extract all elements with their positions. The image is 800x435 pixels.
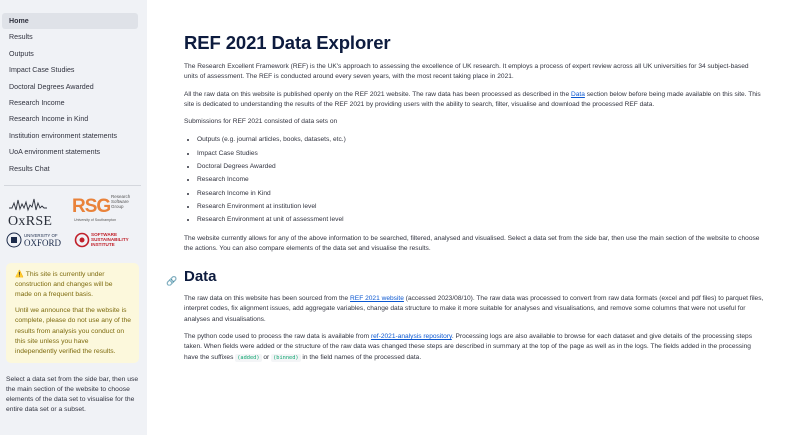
ssi-logo-line-2: SUSTAINABILITY [91, 237, 129, 243]
sidebar-item-impact-case-studies[interactable]: Impact Case Studies [9, 66, 75, 75]
added-suffix-code: (added) [237, 354, 260, 361]
rsg-logo-line-3: Group [111, 204, 124, 210]
sidebar-item-research-income[interactable]: Research Income [9, 99, 65, 108]
dataset-list [184, 133, 764, 226]
data-heading [166, 267, 764, 287]
rsg-logo [72, 192, 138, 226]
list-item: • Outputs (e.g. journal articles, books, datasets, etc.) [197, 133, 764, 146]
intro-paragraph: The Research Excellent Framework (REF) is the UK's approach to assessing the excellence of UK research. It employs a process of expert review across all UK universities for 34 subject-based units of assessment. The REF is conducted around every seven years, with the most recent taking place in 2021. [184, 63, 749, 81]
rsg-logo-line-1: Research [111, 194, 131, 200]
sidebar-item-results-chat[interactable]: Results Chat [9, 164, 50, 173]
ssi-logo-line-3: INSTITUTE [91, 242, 115, 248]
ssi-logo [74, 230, 140, 254]
sidebar-item-doctoral-degrees[interactable]: Doctoral Degrees Awarded [9, 82, 94, 91]
processing-paragraph [184, 332, 764, 363]
sidebar-item-outputs[interactable]: Outputs [9, 49, 34, 58]
data-source-paragraph [184, 294, 764, 325]
construction-warning [6, 263, 139, 363]
oxford-logo-small: UNIVERSITY OF [24, 233, 58, 239]
sidebar-item-institution-statements[interactable]: Institution environment statements [9, 131, 118, 140]
warning-icon: ⚠️ [15, 271, 24, 279]
processing-text-c: in the field names of the processed data. [300, 353, 422, 361]
processing-text-or: or [261, 353, 272, 361]
warning-paragraph-1 [15, 270, 131, 300]
list-item: • Research Environment at unit of assessment level [197, 213, 764, 226]
analysis-repository-link[interactable]: ref-2021-analysis repository [370, 333, 452, 341]
rsg-logo-mark: RSG [72, 196, 111, 218]
sidebar-item-uoa-statements[interactable]: UoA environment statements [9, 148, 101, 157]
list-item: • Doctoral Degrees Awarded [197, 160, 764, 173]
link-icon[interactable]: 🔗 [166, 276, 178, 287]
oxrse-logo [6, 194, 68, 228]
sidebar-instructions: Select a data set from the side bar, then use the main section of the website to choose elements of the data set to visualise for the entire data set or a subset. [6, 375, 139, 414]
sidebar [0, 0, 147, 435]
sidebar-divider [4, 185, 141, 186]
sidebar-item-research-income-in-kind[interactable]: Research Income in Kind [9, 115, 89, 124]
partner-logos [0, 192, 147, 254]
intro-data-paragraph [184, 90, 764, 111]
data-heading-text: Data [184, 268, 217, 286]
processing-text-b: . Processing logs are also available to browse for each dataset and give details of the processing steps taken. When fields were added or the structure of the raw data was changed these steps are described in summary at the top of the page as well as in the logs. The fields added in the processing have the suffixes [184, 333, 753, 361]
intro-data-text-b: section below before being made available on this site. This site is dedicated to understanding the results of the REF 2021 by providing users with the ability to search, filter, visualise and download the processed REF data. [184, 90, 761, 108]
submissions-label: Submissions for REF 2021 consisted of data sets on [184, 118, 338, 126]
binned-suffix-code: (binned) [273, 354, 299, 361]
oxrse-logo-text: OxRSE [8, 214, 53, 229]
capabilities-paragraph: The website currently allows for any of the above information to be searched, filtered, analysed and visualised. Select a data set from the side bar, then use the main section of the website to choose the actions. You can also compare elements of the data set and visualise the results. [184, 234, 760, 252]
list-item: • Research Income [197, 173, 764, 186]
data-section-link[interactable]: Data [570, 90, 585, 98]
ssi-logo-line-1: SOFTWARE [91, 232, 118, 238]
sidebar-item-home[interactable]: Home [2, 13, 138, 29]
main-content [147, 0, 800, 435]
list-item: • Impact Case Studies [197, 147, 764, 160]
oxford-logo-big: OXFORD [24, 238, 62, 249]
rsg-logo-sub: University of Southampton [74, 218, 117, 223]
sidebar-item-results[interactable]: Results [9, 33, 33, 42]
warning-text-2: Until we announce that the website is complete, please do not use any of the results from analysis you conduct on this site unless you have independently verified the results. [15, 307, 131, 355]
oxford-logo [6, 230, 76, 254]
data-source-text-b: (accessed 2023/08/10). The raw data was processed to convert from raw data formats (excel and pdf files) to parquet files, interpret codes, fix alignment issues, add aggregate variables, change data structure to make it more suitable for analyses and visualisations, and remove some columns that were not useful for analyses and visualisations. [184, 295, 764, 323]
ref-2021-website-link[interactable]: REF 2021 website [350, 295, 404, 303]
intro-data-text-a: All the raw data on this website is published openly on the REF 2021 website. The raw data has been processed as described in the [184, 90, 571, 98]
page-title: REF 2021 Data Explorer [184, 32, 391, 53]
data-source-text-a: The raw data on this website has been sourced from the [184, 295, 351, 303]
sidebar-nav [0, 0, 147, 177]
list-item: • Research Income in Kind [197, 187, 764, 200]
warning-text-1: This site is currently under construction and changes will be made on a frequent basis. [15, 271, 113, 299]
list-item: • Research Environment at institution level [197, 200, 764, 213]
rsg-logo-line-2: Software [111, 199, 129, 205]
processing-text-a: The python code used to process the raw data is available from [184, 333, 371, 341]
